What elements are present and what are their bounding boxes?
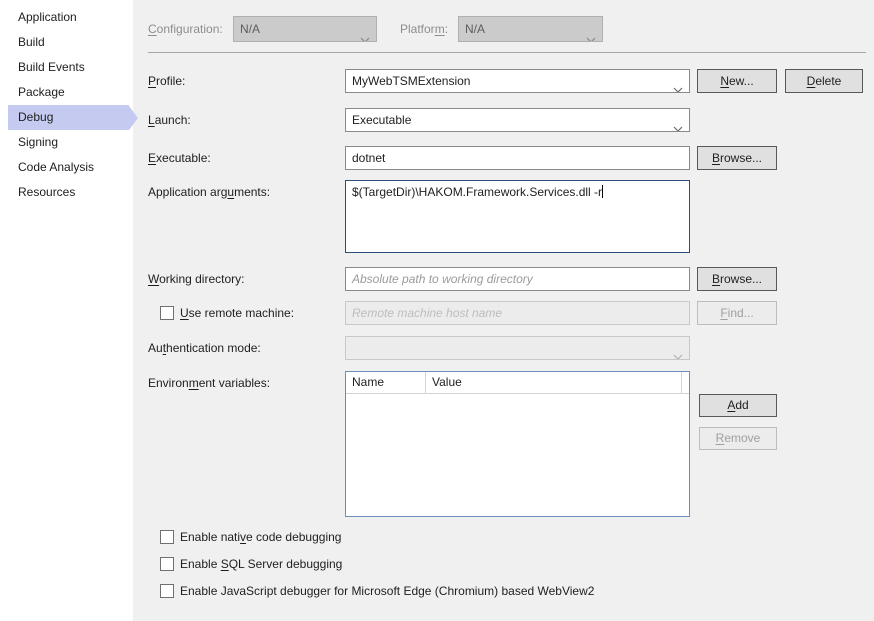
profile-select[interactable] xyxy=(345,69,690,93)
authentication-mode-select xyxy=(345,336,690,360)
use-remote-machine-label[interactable]: Use remote machine: xyxy=(180,306,295,320)
sidebar-item-signing[interactable]: Signing xyxy=(18,135,59,149)
platform-label: Platform: xyxy=(400,22,449,36)
sidebar-item-debug[interactable]: Debug xyxy=(8,105,129,130)
enable-sql-debugging-checkbox[interactable] xyxy=(160,557,174,571)
launch-select[interactable] xyxy=(345,108,690,132)
remote-host-input xyxy=(345,301,690,325)
delete-button[interactable]: Delete xyxy=(785,69,863,93)
profile-label: Profile: xyxy=(148,74,186,88)
launch-label: Launch: xyxy=(148,113,191,127)
environment-variables-grid[interactable] xyxy=(345,371,690,517)
configuration-label: Configuration: xyxy=(148,22,223,36)
new-button[interactable]: New... xyxy=(697,69,777,93)
executable-label: Executable: xyxy=(148,151,211,165)
enable-js-webview2-debugger-checkbox[interactable] xyxy=(160,584,174,598)
working-directory-label: Working directory: xyxy=(148,272,245,286)
enable-native-debugging-label[interactable]: Enable native code debugging xyxy=(180,530,342,544)
enable-sql-debugging-label[interactable]: Enable SQL Server debugging xyxy=(180,557,343,571)
sidebar-item-code-analysis[interactable]: Code Analysis xyxy=(18,160,95,174)
sidebar xyxy=(0,0,133,621)
configuration-value: N/A xyxy=(240,22,261,36)
launch-value: Executable xyxy=(352,113,412,127)
environment-variables-label: Environment variables: xyxy=(148,376,271,390)
platform-select xyxy=(458,16,603,42)
sidebar-item-application[interactable]: Application xyxy=(18,10,77,24)
remote-host-placeholder: Remote machine host name xyxy=(352,306,503,320)
name-column-header[interactable]: Name xyxy=(346,372,426,393)
application-arguments-value: $(TargetDir)\HAKOM.Framework.Services.dll -r xyxy=(352,185,603,199)
working-directory-input[interactable] xyxy=(345,267,690,291)
sidebar-item-resources[interactable]: Resources xyxy=(18,185,76,199)
authentication-mode-label: Authentication mode: xyxy=(148,341,261,355)
chevron-down-icon xyxy=(673,117,683,132)
configuration-select xyxy=(233,16,377,42)
chevron-down-icon xyxy=(586,27,596,42)
application-arguments-label: Application arguments: xyxy=(148,185,271,199)
add-button[interactable]: Add xyxy=(699,394,777,417)
text-cursor xyxy=(602,185,603,198)
environment-variables-grid-header xyxy=(346,372,689,394)
chevron-down-icon xyxy=(360,27,370,42)
find-button: Find... xyxy=(697,301,777,325)
debug-settings-panel xyxy=(133,0,874,621)
profile-value: MyWebTSMExtension xyxy=(352,74,471,88)
enable-js-webview2-debugger-label[interactable]: Enable JavaScript debugger for Microsoft Edge (Chromium) based WebView2 xyxy=(180,584,595,598)
use-remote-machine-checkbox[interactable] xyxy=(160,306,174,320)
sidebar-item-build[interactable]: Build xyxy=(18,35,45,49)
separator xyxy=(148,52,866,53)
browse-executable-button[interactable]: Browse... xyxy=(697,146,777,170)
platform-value: N/A xyxy=(465,22,486,36)
sidebar-item-package[interactable]: Package xyxy=(18,85,65,99)
executable-value: dotnet xyxy=(352,151,386,165)
application-arguments-textarea[interactable] xyxy=(345,180,690,253)
chevron-down-icon xyxy=(673,78,683,93)
executable-input[interactable] xyxy=(345,146,690,170)
chevron-down-icon xyxy=(673,345,683,360)
working-directory-placeholder: Absolute path to working directory xyxy=(352,272,533,286)
value-column-header[interactable]: Value xyxy=(426,372,682,393)
enable-native-debugging-checkbox[interactable] xyxy=(160,530,174,544)
remove-button: Remove xyxy=(699,427,777,450)
browse-working-directory-button[interactable]: Browse... xyxy=(697,267,777,291)
sidebar-item-build-events[interactable]: Build Events xyxy=(18,60,85,74)
